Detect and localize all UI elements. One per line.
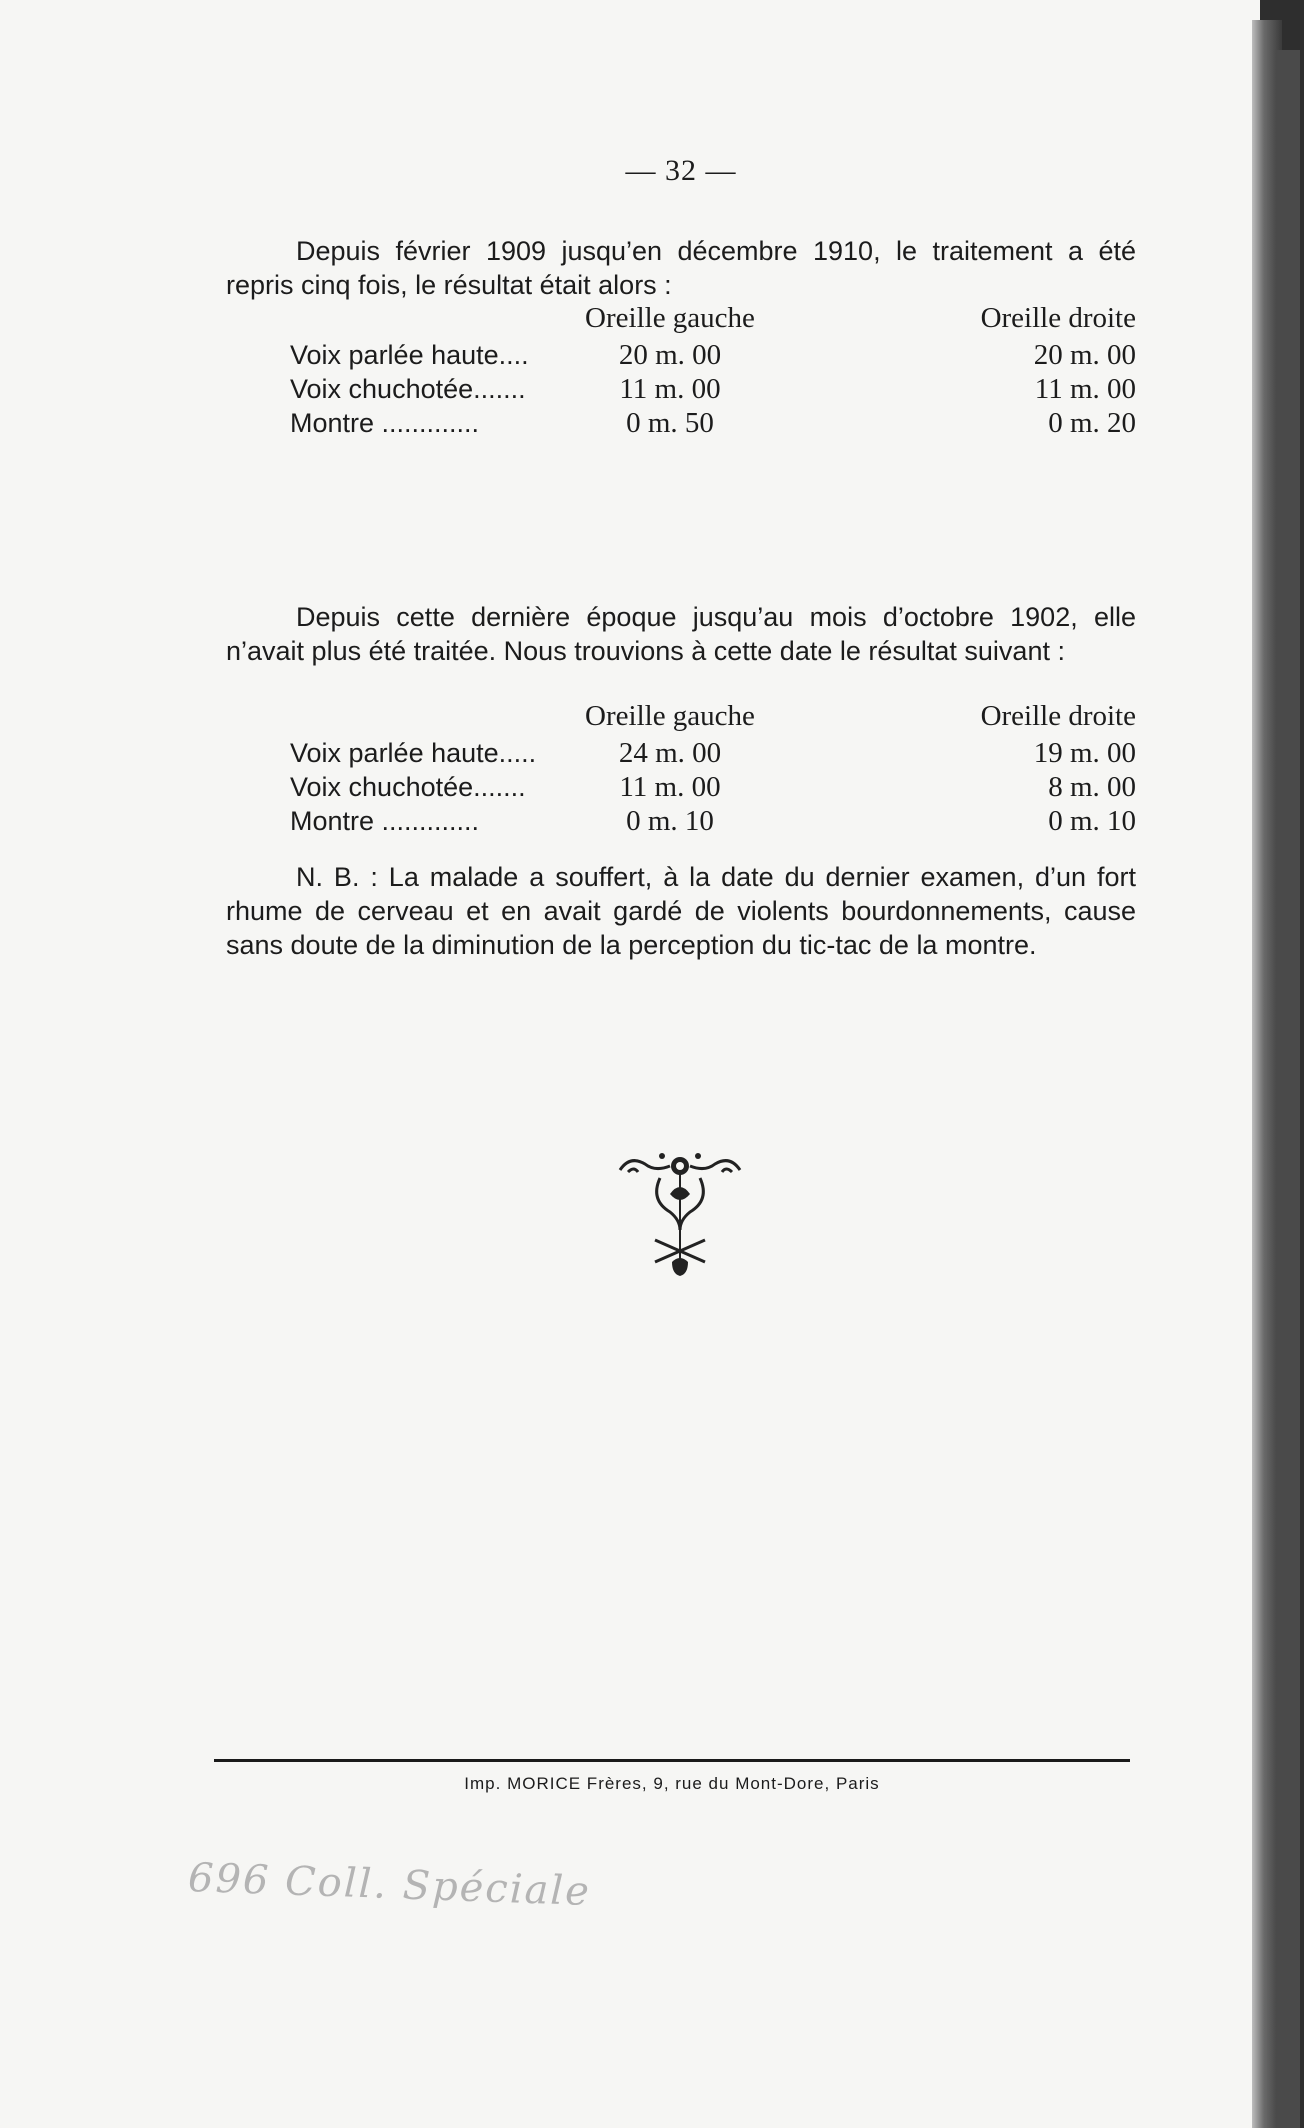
table-header [290,302,1136,338]
right-ear-value: 20 m. 00 [1033,339,1136,371]
left-ear-value: 0 m. 10 [626,805,714,837]
row-label: Voix chuchotée....... [290,772,526,802]
left-ear-value: 11 m. 00 [619,771,721,803]
table-row [290,406,1136,440]
paragraph-2: Depuis cette dernière époque jusqu’au mois d’octobre 1902, elle n’avait plus été traitée. Nous trouvions à cette date le résultat suivant : [226,602,1136,666]
printer-imprint: Imp. MORICE Frères, 9, rue du Mont-Dore, Paris [464,1774,880,1793]
hearing-table-1 [290,302,1136,440]
table-row [290,338,1136,372]
right-ear-value: 11 m. 00 [1034,373,1136,405]
header-left-ear: Oreille gauche [585,700,755,732]
fleuron-icon [610,1150,750,1280]
table-header [290,700,1136,736]
left-ear-value: 11 m. 00 [619,373,721,405]
footer-rule [214,1759,1130,1762]
row-label: Voix parlée haute.... [290,340,529,370]
right-ear-value: 19 m. 00 [1033,737,1136,769]
row-label: Voix parlée haute..... [290,738,537,768]
left-ear-value: 0 m. 50 [626,407,714,439]
row-label: Montre ............. [290,408,480,438]
hearing-table-2 [290,700,1136,838]
left-ear-value: 24 m. 00 [618,737,722,769]
right-ear-value: 8 m. 00 [1048,771,1136,803]
table-row [290,736,1136,770]
row-label: Voix chuchotée....... [290,374,526,404]
book-edge [1276,50,1300,2128]
table-row [290,372,1136,406]
row-label: Montre ............. [290,806,480,836]
table-row [290,770,1136,804]
paragraph-1: Depuis février 1909 jusqu’en décembre 1910, le traitement a été repris cinq fois, le résultat était alors : [226,236,1136,300]
nota-bene: N. B. : La malade a souffert, à la date du dernier examen, d’un fort rhume de cerveau et en avait gardé de violents bourdonnements, cause sans doute de la diminution de la perception du tic-tac de la montre. [226,862,1136,960]
handwritten-note: 696 Coll. Spéciale [187,1854,592,1916]
page-number: — 32 — [625,154,737,187]
right-ear-value: 0 m. 20 [1048,407,1136,439]
right-ear-value: 0 m. 10 [1048,805,1136,837]
header-right-ear: Oreille droite [980,302,1136,334]
table-row [290,804,1136,838]
header-left-ear: Oreille gauche [585,302,755,334]
header-right-ear: Oreille droite [980,700,1136,732]
left-ear-value: 20 m. 00 [618,339,722,371]
